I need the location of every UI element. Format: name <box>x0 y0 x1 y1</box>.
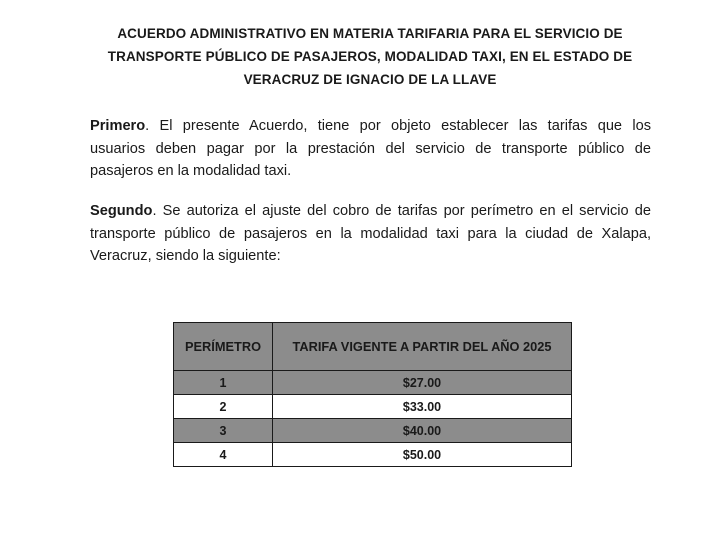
table-row <box>174 443 572 467</box>
title-line: VERACRUZ DE IGNACIO DE LA LLAVE <box>243 72 497 87</box>
column-header-tarifa: TARIFA VIGENTE A PARTIR DEL AÑO 2025 <box>273 323 572 371</box>
tariff-table <box>173 322 572 467</box>
table-header-row <box>174 323 572 371</box>
column-header-perimetro: PERÍMETRO <box>174 323 273 371</box>
title-line: TRANSPORTE PÚBLICO DE PASAJEROS, MODALIDAD TAXI, EN EL ESTADO DE <box>107 49 633 64</box>
paragraph-line <box>90 200 651 223</box>
tarifa-cell: $33.00 <box>273 395 572 419</box>
paragraph-line: usuarios deben pagar por la prestación del servicio de transporte público de <box>90 140 651 157</box>
title-line: ACUERDO ADMINISTRATIVO EN MATERIA TARIFARIA PARA EL SERVICIO DE <box>117 26 623 41</box>
paragraph-line <box>90 115 651 138</box>
paragraph-text: . Se autoriza el ajuste del cobro de tarifas por perímetro en el servicio de <box>152 203 651 219</box>
tarifa-cell: $50.00 <box>273 443 572 467</box>
paragraph-line: pasajeros en la modalidad taxi. <box>90 163 292 179</box>
paragraph-label: Primero <box>90 118 146 134</box>
paragraph-line: Veracruz, siendo la siguiente: <box>90 248 281 264</box>
perimetro-cell: 2 <box>174 395 273 419</box>
paragraph-text: . El presente Acuerdo, tiene por objeto establecer las tarifas que los <box>145 118 651 134</box>
tarifa-cell: $27.00 <box>273 371 572 395</box>
table-row <box>174 395 572 419</box>
paragraph-label: Segundo <box>90 203 153 219</box>
perimetro-cell: 4 <box>174 443 273 467</box>
table-row <box>174 371 572 395</box>
document-title <box>60 22 680 91</box>
table-row <box>174 419 572 443</box>
paragraph-primero <box>90 115 651 183</box>
perimetro-cell: 3 <box>174 419 273 443</box>
paragraph-segundo <box>90 200 651 268</box>
perimetro-cell: 1 <box>174 371 273 395</box>
tarifa-cell: $40.00 <box>273 419 572 443</box>
paragraph-line: transporte público de pasajeros en la modalidad taxi para la ciudad de Xalapa, <box>90 225 651 242</box>
